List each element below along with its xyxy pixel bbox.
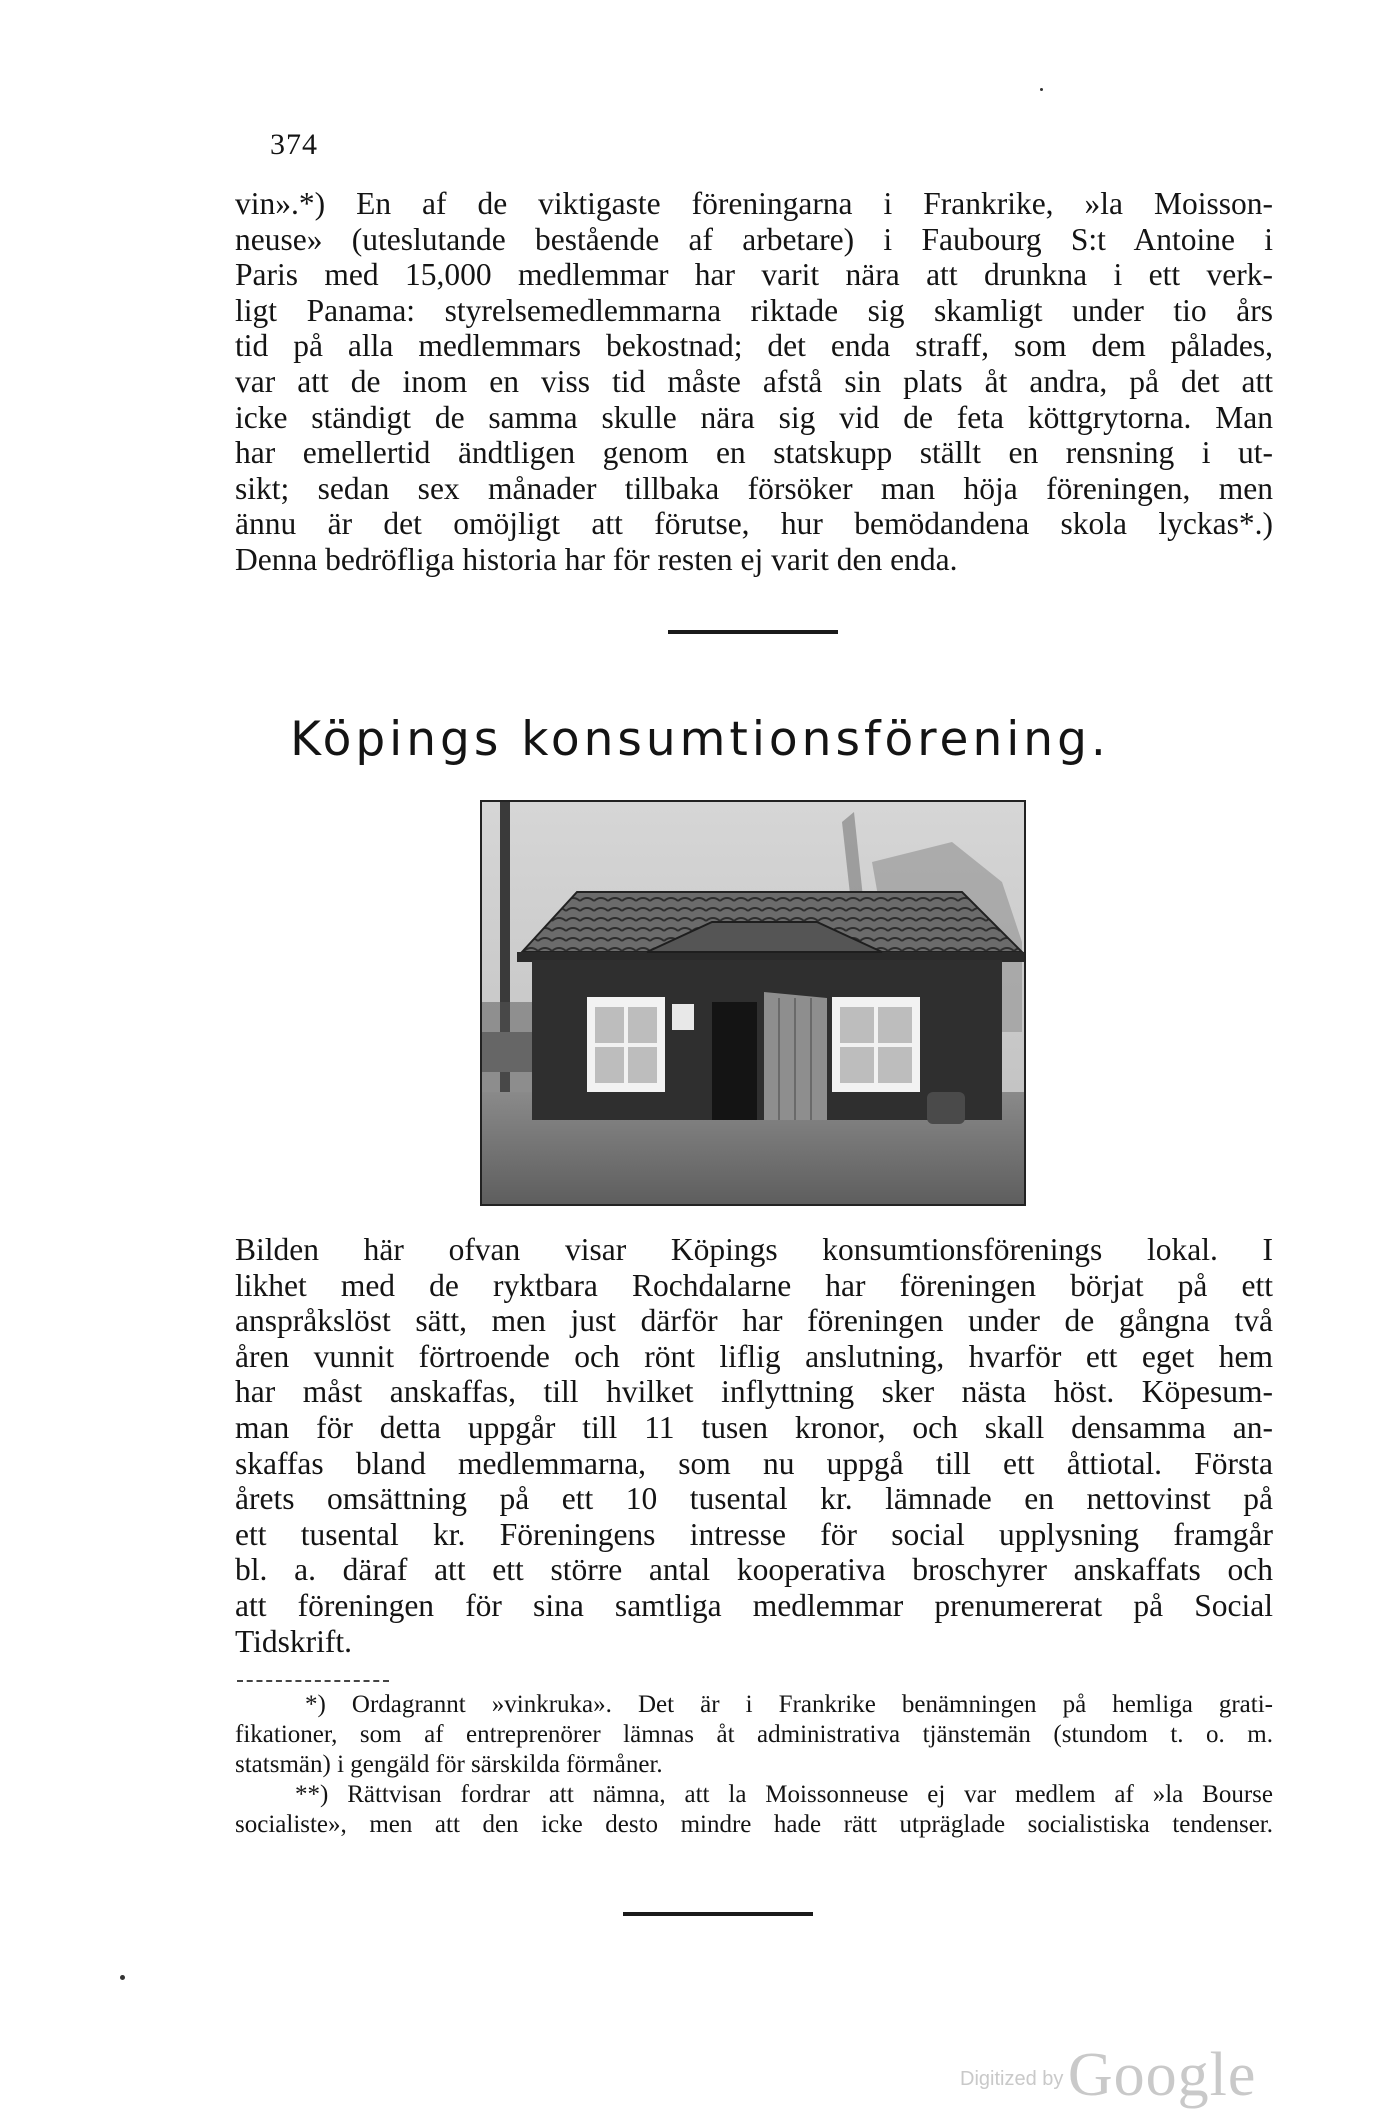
footnote-line: *) Ordagrannt »vinkruka». Det är i Frankrike benämningen på hemliga grati-	[305, 1691, 1273, 1718]
footnote-line: fikationer, som af entreprenörer lämnas åt administrativa tjänstemän (stundom t. o. m.	[235, 1721, 1273, 1748]
text-line: var att de inom en viss tid måste afstå sin plats åt andra, på det att	[235, 363, 1273, 399]
digitized-watermark	[960, 2040, 1256, 2111]
text-line: Tidskrift.	[235, 1623, 353, 1659]
text-line: Bilden här ofvan visar Köpings konsumtionsförenings lokal. I	[235, 1232, 1273, 1267]
text-line: bl. a. däraf att ett större antal kooperativa broschyrer anskaffats och	[235, 1552, 1273, 1588]
text-line: årets omsättning på ett 10 tusental kr. lämnade en nettovinst på	[235, 1481, 1273, 1517]
footnote-separator	[237, 1680, 389, 1684]
ink-speck	[1040, 88, 1043, 91]
text-line: Paris med 15,000 medlemmar har varit nära att drunkna i ett verk-	[235, 257, 1273, 293]
text-line: skaffas bland medlemmarna, som nu uppgå till ett åttiotal. Första	[235, 1445, 1273, 1481]
photo-building	[480, 800, 1026, 1206]
text-line: att föreningen för sina samtliga medlemmar prenumererat på Social	[235, 1587, 1273, 1623]
text-line: tid på alla medlemmars bekostnad; det enda straff, som dem pålades,	[235, 328, 1273, 364]
footnote-line: statsmän) i gengäld för särskilda förmåner.	[235, 1751, 663, 1778]
watermark-prefix: Digitized by	[960, 2068, 1064, 2090]
watermark-brand: Google	[1067, 2041, 1257, 2109]
page-number: 374	[270, 128, 318, 161]
text-line: icke ständigt de samma skulle nära sig vid de feta köttgrytorna. Man	[235, 399, 1273, 435]
footnote-line: **) Rättvisan fordrar att nämna, att la Moissonneuse ej var medlem af »la Bourse	[295, 1781, 1273, 1808]
paragraph-1	[235, 186, 1273, 578]
text-line: vin».*) En af de viktigaste föreningarna i Frankrike, »la Moisson-	[235, 186, 1273, 221]
footnote-line: socialiste», men att den icke desto mindre hade rätt utpräglade socialistiska tendenser.	[235, 1811, 1273, 1838]
footnotes	[235, 1690, 1273, 1840]
paragraph-2	[235, 1232, 1273, 1659]
text-line: ett tusental kr. Föreningens intresse för social upplysning framgår	[235, 1516, 1273, 1552]
text-line: Denna bedröfliga historia har för resten ej varit den enda.	[235, 541, 958, 577]
section-divider-bottom	[623, 1912, 813, 1916]
section-divider-top	[668, 630, 838, 634]
text-line: sikt; sedan sex månader tillbaka försöker man höja föreningen, men	[235, 470, 1273, 506]
section-title: Köpings konsumtionsförening.	[290, 712, 1110, 767]
text-line: har måst anskaffas, till hvilket inflyttning sker nästa höst. Köpesum-	[235, 1374, 1273, 1410]
text-line: ännu är det omöjligt att förutse, hur bemödandena skola lyckas*.)	[235, 506, 1273, 542]
text-line: man för detta uppgår till 11 tusen kronor, och skall densamma an-	[235, 1409, 1273, 1445]
text-line: likhet med de ryktbara Rochdalarne har föreningen börjat på ett	[235, 1267, 1273, 1303]
text-line: har emellertid ändtligen genom en statskupp ställt en rensning i ut-	[235, 435, 1273, 471]
text-line: åren vunnit förtroende och rönt liflig anslutning, hvarför ett eget hem	[235, 1338, 1273, 1374]
text-line: ligt Panama: styrelsemedlemmarna riktade sig skamligt under tio års	[235, 292, 1273, 328]
ink-speck	[120, 1975, 125, 1980]
photo-illustration	[482, 802, 1024, 1204]
text-line: anspråkslöst sätt, men just därför har föreningen under de gångna två	[235, 1303, 1273, 1339]
text-line: neuse» (uteslutande bestående af arbetare) i Faubourg S:t Antoine i	[235, 221, 1273, 257]
